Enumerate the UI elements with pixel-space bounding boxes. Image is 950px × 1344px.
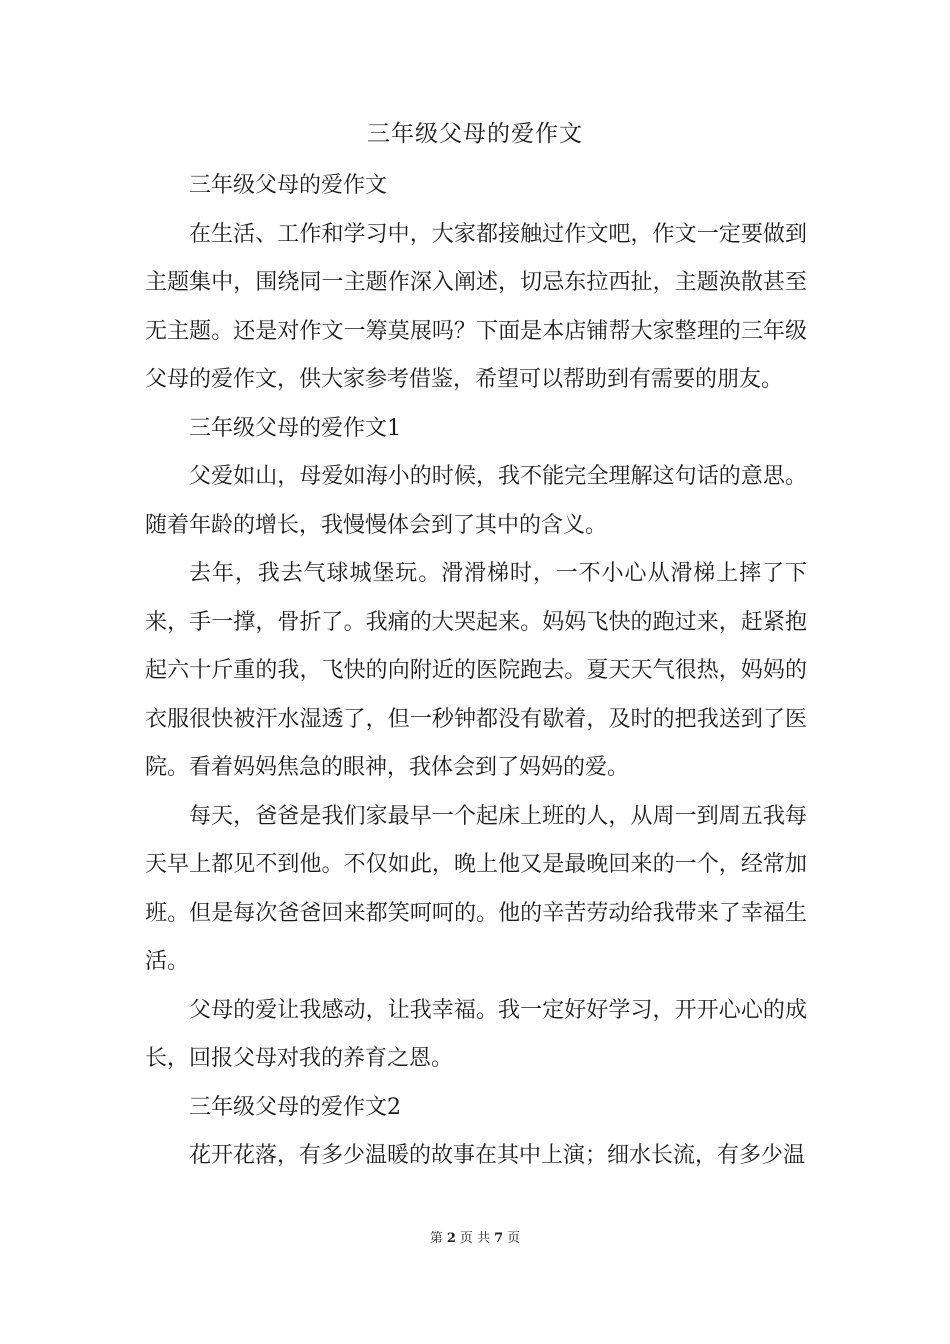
section-heading-2: 三年级父母的爱作文2 (189, 1094, 401, 1120)
paragraph-intro: 在生活、工作和学习中，大家都接触过作文吧，作文一定要做到主题集中，围绕同一主题作深入阐述，切忌东拉西扯，主题涣散甚至无主题。还是对作文一筹莫展吗？下面是本店铺帮大家整理的三年级父母的爱作文，供大家参考借鉴，希望可以帮助到有需要的朋友。 (145, 221, 807, 392)
total-page-number: 7 (494, 1231, 504, 1246)
document-title: 三年级父母的爱作文 (367, 121, 583, 147)
paragraph-subtitle: 三年级父母的爱作文 (189, 173, 388, 198)
current-page-number: 2 (446, 1231, 456, 1246)
footer-middle: 页 共 (459, 1231, 491, 1246)
paragraph: 去年，我去气球城堡玩。滑滑梯时，一不小心从滑梯上摔了下来，手一撑，骨折了。我痛的大哭起来。妈妈飞快的跑过来，赶紧抱起六十斤重的我，飞快的向附近的医院跑去。夏天天气很热，妈妈的衣服很快被汗水湿透了，但一秒钟都没有歇着，及时的把我送到了医院。看着妈妈焦急的眼神，我体会到了妈妈的爱。 (145, 561, 807, 780)
paragraph: 父母的爱让我感动，让我幸福。我一定好好学习，开开心心的成长，回报父母对我的养育之恩。 (145, 997, 807, 1071)
document-body (145, 162, 807, 1181)
section-heading-1: 三年级父母的爱作文1 (189, 415, 401, 441)
page-footer (0, 1229, 950, 1249)
paragraph: 花开花落，有多少温暖的故事在其中上演；细水长流，有多少温 (189, 1143, 806, 1168)
paragraph: 每天，爸爸是我们家最早一个起床上班的人，从周一到周五我每天早上都见不到他。不仅如此，晚上他又是最晚回来的一个，经常加班。但是每次爸爸回来都笑呵呵的。他的辛苦劳动给我带来了幸福生活。 (145, 803, 807, 974)
footer-suffix: 页 (507, 1231, 521, 1246)
paragraph: 父爱如山，母爱如海小的时候，我不能完全理解这句话的意思。随着年龄的增长，我慢慢体会到了其中的含义。 (145, 464, 807, 538)
footer-prefix: 第 (429, 1231, 443, 1246)
